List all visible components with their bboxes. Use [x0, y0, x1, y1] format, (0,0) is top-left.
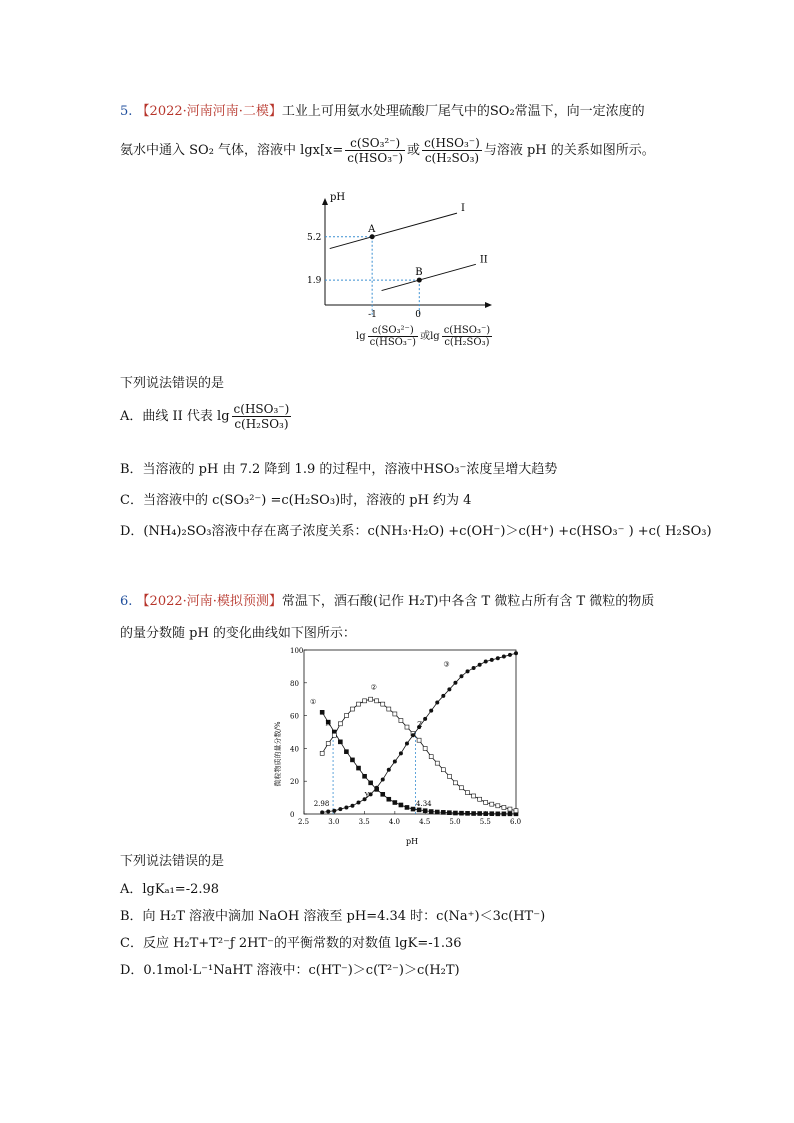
q6-series3-point [423, 717, 427, 721]
q6-series1-point [338, 740, 342, 744]
q5-stem1: 工业上可用氨水处理硫酸厂尾气中的SO₂常温下，向一定浓度的 [281, 104, 645, 119]
q6-series3-point [453, 681, 457, 685]
q6-series1-point [435, 810, 439, 814]
q6-series2-point [459, 786, 463, 790]
q5-xlabel-frac2-den: c(H₂SO₃) [444, 337, 490, 348]
q6-series3-point [514, 651, 518, 655]
q6-series2-point [508, 807, 512, 811]
q6-x-tick-7: 6.0 [510, 818, 522, 826]
q6-series1-point [459, 811, 463, 815]
q6-series3-point [411, 733, 415, 737]
q6-series1-point [441, 810, 445, 814]
q6-series1-point [472, 812, 476, 816]
q5-option-a-text: A．曲线 II 代表 lg [120, 409, 230, 424]
q6-series3-point [405, 741, 409, 745]
q6-series2-point [435, 761, 439, 765]
q6-series3-point [399, 751, 403, 755]
q5-xlabel-or: 或lg [420, 331, 440, 342]
q6-series2-point [484, 801, 488, 805]
q6-series3-point [369, 792, 373, 796]
q6-series2-point [369, 697, 373, 701]
q5-source: 【2022·河南河南·二模】 [136, 104, 282, 119]
q6-series1-point [484, 812, 488, 816]
q6-series2-point [472, 794, 476, 798]
q5-stem-line2 [120, 136, 655, 165]
q6-series3-point [344, 805, 348, 809]
q5-xlabel-lg: lg [356, 331, 366, 342]
q5-frac1 [345, 136, 405, 165]
q6-series1-point [429, 810, 433, 814]
q6-series2-point [429, 755, 433, 759]
q6-series1-point [363, 774, 367, 778]
q6-series3-point [447, 687, 451, 691]
q6-series3-point [472, 666, 476, 670]
q6-chart-xlabel: pH [406, 837, 419, 846]
q5-option-d[interactable]: D．(NH₄)₂SO₃溶液中存在离子浓度关系：c(NH₃·H₂O) +c(OH⁻)＞c(H⁺) +c(HSO₃⁻ ) +c( H₂SO₃) [120, 524, 712, 539]
q6-series2-point [326, 741, 330, 745]
q5-xlabel-frac1-num: c(SO₃²⁻) [368, 325, 418, 337]
q5-frac2-den: c(H₂SO₃) [424, 151, 480, 165]
q6-series1-point [350, 758, 354, 762]
q6-series2-point [375, 699, 379, 703]
q5-chart-plot [307, 198, 492, 320]
q5-series-label-2: II [479, 254, 488, 266]
q6-series-line-3 [322, 653, 516, 812]
q5-x-arrow [485, 302, 492, 308]
q5-point-label-A: A [368, 223, 376, 235]
q6-series1-point [320, 710, 324, 714]
q6-x-tick-0: 2.5 [298, 818, 310, 826]
q6-series1-point [502, 812, 506, 816]
q6-series3-point [484, 659, 488, 663]
q6-series3-point [375, 786, 379, 790]
q5-xlabel-frac2 [442, 325, 492, 348]
q6-series1-point [344, 750, 348, 754]
q6-annotation-6: ② [370, 683, 377, 692]
q6-stem1: 常温下，酒石酸(记作 H₂T)中各含 T 微粒占所有含 T 微粒的物质 [281, 594, 655, 609]
q6-series2-point [496, 804, 500, 808]
q6-series3-point [338, 807, 342, 811]
q5-chart-ylabel: pH [330, 192, 346, 203]
q5-xlabel-frac2-num: c(HSO₃⁻) [443, 325, 491, 336]
q6-series3-point [381, 778, 385, 782]
q5-option-a-num: c(HSO₃⁻) [233, 402, 290, 416]
q6-series2-point [338, 722, 342, 726]
q6-series3-point [320, 810, 324, 814]
q6-annotation-4: 4.34 [416, 799, 432, 808]
q6-series2-point [447, 774, 451, 778]
q6-x-tick-5: 5.0 [449, 818, 461, 826]
q6-series2-point [405, 725, 409, 729]
q6-option-b[interactable]: B．向 H₂T 溶液中滴加 NaOH 溶液至 pH=4.34 时：c(Na⁺)＜3c(HT⁻) [120, 909, 546, 924]
q5-series-line-1 [330, 213, 457, 248]
q5-chart-xlabel [356, 325, 494, 348]
q6-annotation-2: Z [417, 721, 423, 730]
q6-x-tick-1: 3.0 [328, 818, 340, 826]
q6-annotation-0: X [325, 719, 331, 728]
q6-y-tick-5: 100 [290, 647, 304, 655]
q6-number: 6. [120, 594, 133, 609]
q6-series1-point [393, 801, 397, 805]
q6-series3-point [502, 655, 506, 659]
q6-series3-point [429, 709, 433, 713]
q6-series2-point [357, 702, 361, 706]
q5-frac1-num: c(SO₃²⁻) [345, 136, 405, 151]
q5-stem-line1 [120, 100, 645, 119]
q6-series1-point [417, 808, 421, 812]
q6-series3-point [435, 700, 439, 704]
q6-series2-point [320, 751, 324, 755]
q6-series1-point [496, 812, 500, 816]
q6-series1-point [399, 803, 403, 807]
q6-series3-point [496, 656, 500, 660]
q6-series1-point [423, 809, 427, 813]
q6-series1-point [357, 766, 361, 770]
q6-series2-point [478, 797, 482, 801]
q6-x-tick-3: 4.0 [388, 818, 400, 826]
q6-stem-line2: 的量分数随 pH 的变化曲线如下图所示： [120, 626, 356, 641]
q6-series3-point [387, 768, 391, 772]
q6-y-tick-2: 40 [290, 745, 299, 754]
q6-series2-point [490, 802, 494, 806]
q6-series1-point [490, 812, 494, 816]
q6-x-tick-2: 3.5 [358, 818, 370, 826]
q6-series-line-2 [322, 699, 516, 811]
q6-series1-point [508, 812, 512, 816]
q6-series2-point [441, 768, 445, 772]
q5-option-c[interactable]: C．当溶液中的 c(SO₃²⁻) =c(H₂SO₃)时，溶液的 pH 约为 4 [120, 493, 472, 508]
q5-y-tick-1: 1.9 [307, 276, 322, 287]
q5-y-arrow [322, 198, 328, 205]
q6-source: 【2022·河南·模拟预测】 [136, 594, 282, 609]
q6-series3-point [466, 669, 470, 673]
q5-x-tick-0: -1 [368, 310, 377, 320]
q6-annotation-1: Y [364, 791, 370, 800]
q6-series2-point [332, 733, 336, 737]
q6-series1-point [387, 797, 391, 801]
q5-point-B [417, 278, 422, 283]
q6-chart-ylabel: 微粒物质的量分数/% [274, 721, 282, 787]
q5-point-A [370, 234, 375, 239]
q6-y-tick-0: 0 [290, 811, 295, 819]
q6-annotation-5: ① [310, 698, 317, 707]
q6-y-tick-1: 20 [290, 778, 299, 787]
q5-stem2b: 与溶液 pH 的关系如图所示。 [483, 143, 655, 158]
q6-series1-point [411, 807, 415, 811]
q6-series2-point [363, 699, 367, 703]
q6-series2-point [453, 781, 457, 785]
q6-series2-point [466, 791, 470, 795]
q6-annotation-7: ③ [443, 660, 450, 669]
q6-series2-point [381, 702, 385, 706]
q6-series1-point [478, 812, 482, 816]
q6-series1-point [453, 811, 457, 815]
q6-annotation-3: 2.98 [313, 799, 330, 808]
q6-series3-point [350, 804, 354, 808]
q6-series2-point [344, 714, 348, 718]
q6-option-d[interactable]: D．0.1mol·L⁻¹NaHT 溶液中：c(HT⁻)＞c(T²⁻)＞c(H₂T) [120, 963, 460, 978]
q5-number: 5. [120, 104, 133, 119]
q6-series3-point [441, 694, 445, 698]
q6-series1-point [466, 811, 470, 815]
q6-series3-point [393, 760, 397, 764]
q5-option-a-frac [232, 402, 292, 431]
q5-stem2a: 氨水中通入 SO₂ 气体，溶液中 lgx[x= [120, 143, 344, 158]
q6-series2-point [399, 719, 403, 723]
q5-xlabel-frac1 [368, 325, 418, 348]
q6-y-tick-3: 60 [290, 712, 299, 721]
q6-series2-point [417, 738, 421, 742]
q6-series2-point [423, 746, 427, 750]
q6-series1-point [447, 811, 451, 815]
q6-series3-point [478, 663, 482, 667]
q5-series-label-1: I [461, 203, 465, 215]
q5-frac1-den: c(HSO₃⁻) [347, 151, 404, 165]
q6-series2-point [514, 809, 518, 813]
q5-frac2 [422, 136, 482, 165]
q6-series3-point [332, 809, 336, 813]
q6-prompt: 下列说法错误的是 [120, 854, 225, 869]
q5-frac2-num: c(HSO₃⁻) [424, 136, 480, 150]
q6-series2-point [387, 707, 391, 711]
q6-x-tick-6: 5.5 [479, 818, 491, 826]
q5-xlabel-frac1-den: c(HSO₃⁻) [369, 337, 417, 348]
q5-series-line-2 [382, 264, 476, 290]
q6-option-c[interactable]: C．反应 H₂T+T²⁻ƒ 2HT⁻的平衡常数的对数值 lgK=-1.36 [120, 936, 462, 951]
q5-option-a[interactable] [120, 402, 293, 431]
q6-series1-point [381, 792, 385, 796]
q5-or: 或 [407, 143, 421, 158]
q6-series2-point [350, 707, 354, 711]
q5-y-tick-0: 5.2 [307, 232, 322, 243]
q6-chart-plot [290, 647, 521, 826]
q6-series3-point [357, 801, 361, 805]
q6-series2-point [393, 712, 397, 716]
q6-x-tick-4: 4.5 [419, 818, 431, 826]
q5-option-a-den: c(H₂SO₃) [234, 417, 289, 431]
q5-point-label-B: B [415, 267, 423, 279]
q6-series1-point [369, 781, 373, 785]
q6-option-a[interactable]: A．lgKₐ₁=-2.98 [120, 882, 220, 897]
q6-series3-point [326, 810, 330, 814]
q6-series1-point [405, 805, 409, 809]
q6-chart [268, 644, 530, 850]
q6-series3-point [508, 653, 512, 657]
q6-stem-line1 [120, 590, 654, 609]
q6-series3-point [459, 674, 463, 678]
q5-x-tick-1: 0 [415, 310, 422, 320]
q5-prompt: 下列说法错误的是 [120, 376, 225, 391]
q6-series3-point [490, 658, 494, 662]
q5-option-b[interactable]: B．当溶液的 pH 由 7.2 降到 1.9 的过程中，溶液中HSO₃⁻浓度呈增大趋势 [120, 462, 558, 477]
q6-series2-point [502, 805, 506, 809]
q6-y-tick-4: 80 [290, 679, 299, 688]
